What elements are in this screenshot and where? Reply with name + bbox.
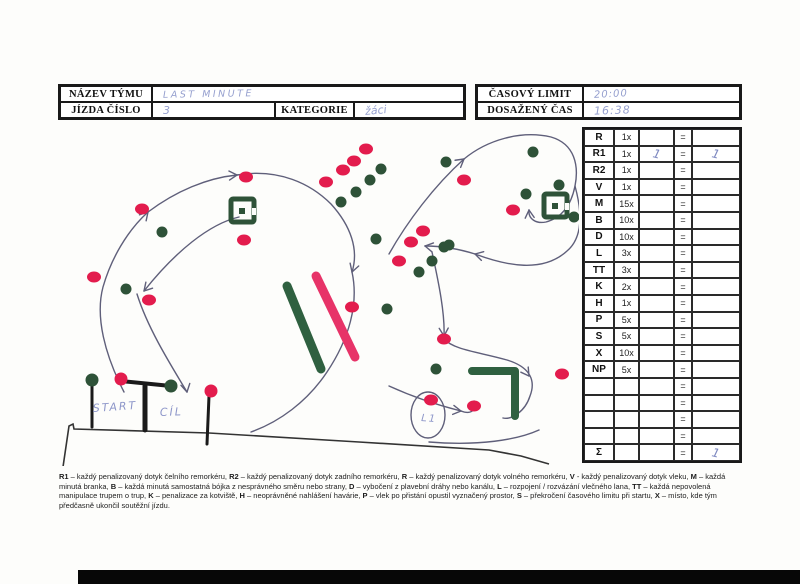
penalty-multiplier-cell: 2x <box>614 278 639 295</box>
team-name-handwritten: LAST MINUTE <box>162 87 255 101</box>
course-path <box>251 272 354 432</box>
penalty-tally-cell: 1 <box>639 146 674 163</box>
penalty-result-cell <box>692 162 740 179</box>
penalty-code-cell: R2 <box>584 162 614 179</box>
penalty-result-cell: 1 <box>692 146 740 163</box>
green-buoy-dot <box>439 242 450 253</box>
red-buoy-dot <box>87 272 101 283</box>
penalty-tally-cell <box>639 262 674 279</box>
penalty-multiplier-cell: 15x <box>614 195 639 212</box>
category-handwritten: žáci <box>364 102 388 118</box>
penalty-multiplier-cell: 5x <box>614 361 639 378</box>
green-post-dot <box>86 374 99 387</box>
red-buoy-dot <box>437 334 451 345</box>
team-name-label: NÁZEV TÝMU <box>60 86 152 102</box>
penalty-result-cell: 1 <box>692 444 740 461</box>
red-buoy-dot <box>135 204 149 215</box>
penalty-code-cell: R1 <box>584 146 614 163</box>
green-lane-mark <box>287 286 321 369</box>
penalty-code-cell: R <box>584 129 614 146</box>
course-path <box>389 159 464 254</box>
penalty-code-cell: Σ <box>584 444 614 461</box>
penalty-equals-cell: = <box>674 378 692 395</box>
penalty-tally-cell <box>639 312 674 329</box>
penalty-result-cell <box>692 378 740 395</box>
penalty-equals-cell: = <box>674 278 692 295</box>
course-arrowhead <box>425 246 432 252</box>
green-buoy-dot <box>554 180 565 191</box>
penalty-equals-cell: = <box>674 411 692 428</box>
green-buoy-dot <box>157 227 168 238</box>
penalty-equals-cell: = <box>674 328 692 345</box>
penalty-multiplier-cell: 1x <box>614 146 639 163</box>
green-buoy-dot <box>365 175 376 186</box>
penalty-code-cell: V <box>584 179 614 196</box>
penalty-multiplier-cell: 3x <box>614 262 639 279</box>
green-buoy-dot <box>431 364 442 375</box>
course-arrowhead <box>525 210 529 218</box>
red-buoy-dot <box>506 205 520 216</box>
penalty-tally-cell <box>639 428 674 445</box>
green-buoy-dot <box>414 267 425 278</box>
l1-label: L1 <box>420 413 438 426</box>
penalty-tally-cell <box>639 395 674 412</box>
penalty-multiplier-cell: 1x <box>614 295 639 312</box>
course-arrowhead <box>453 411 461 414</box>
team-name-value-cell <box>152 86 464 102</box>
green-buoy-dot <box>427 256 438 267</box>
penalty-equals-cell: = <box>674 195 692 212</box>
green-buoy-dot <box>569 212 580 223</box>
penalty-multiplier-cell <box>614 428 639 445</box>
penalty-equals-cell: = <box>674 295 692 312</box>
ride-number-value-cell <box>152 102 275 118</box>
penalty-multiplier-cell <box>614 411 639 428</box>
penalty-multiplier-cell: 10x <box>614 212 639 229</box>
cil-label: CÍL <box>159 405 184 419</box>
red-buoy-dot <box>392 256 406 267</box>
penalty-equals-cell: = <box>674 312 692 329</box>
penalty-result-cell <box>692 345 740 362</box>
red-buoy-dot <box>416 226 430 237</box>
penalty-code-cell: H <box>584 295 614 312</box>
penalty-tally-cell <box>639 229 674 246</box>
penalty-result-cell <box>692 179 740 196</box>
pink-lane-mark <box>316 276 355 357</box>
penalty-tally-cell <box>639 245 674 262</box>
penalty-multiplier-cell <box>614 395 639 412</box>
penalty-tally-cell <box>639 195 674 212</box>
penalty-equals-cell: = <box>674 428 692 445</box>
penalty-tally-cell <box>639 179 674 196</box>
penalty-equals-cell: = <box>674 361 692 378</box>
penalty-multiplier-cell: 5x <box>614 328 639 345</box>
penalty-code-cell <box>584 395 614 412</box>
penalty-result-cell <box>692 229 740 246</box>
penalty-multiplier-cell: 1x <box>614 179 639 196</box>
penalty-equals-cell: = <box>674 262 692 279</box>
penalty-multiplier-cell: 5x <box>614 312 639 329</box>
start-label: START <box>92 398 138 415</box>
course-arrowhead <box>350 263 352 272</box>
course-arrowhead <box>475 252 484 254</box>
penalty-tally-cell <box>639 278 674 295</box>
penalty-equals-cell: = <box>674 245 692 262</box>
course-arrowhead <box>187 383 190 392</box>
green-buoy-dot <box>528 147 539 158</box>
time-limit-value-cell <box>583 86 740 102</box>
red-buoy-dot <box>336 165 350 176</box>
penalty-result-cell <box>692 245 740 262</box>
penalty-multiplier-cell: 1x <box>614 129 639 146</box>
penalty-result-cell <box>692 312 740 329</box>
red-buoy-dot <box>237 235 251 246</box>
red-buoy-dot <box>142 295 156 306</box>
course-path <box>100 212 148 392</box>
penalty-result-cell <box>692 278 740 295</box>
penalty-result-cell <box>692 262 740 279</box>
penalty-tally-cell <box>639 328 674 345</box>
start-finish-bar <box>121 381 171 386</box>
gate-marker-center <box>552 203 558 209</box>
penalty-tally-cell <box>639 129 674 146</box>
course-arrowhead <box>229 171 237 175</box>
shoreline <box>63 424 549 466</box>
penalty-code-cell: TT <box>584 262 614 279</box>
penalty-code-cell: NP <box>584 361 614 378</box>
penalty-multiplier-cell <box>614 444 639 461</box>
time-limit-label: ČASOVÝ LIMIT <box>477 86 583 102</box>
red-post-dot <box>205 385 218 398</box>
start-finish-post <box>207 396 209 444</box>
green-buoy-dot <box>521 189 532 200</box>
penalty-code-cell <box>584 411 614 428</box>
penalty-equals-cell: = <box>674 444 692 461</box>
penalty-result-cell <box>692 428 740 445</box>
penalty-tally-cell <box>639 444 674 461</box>
penalty-code-cell <box>584 378 614 395</box>
penalty-multiplier-cell: 1x <box>614 162 639 179</box>
penalty-equals-cell: = <box>674 162 692 179</box>
red-buoy-dot <box>347 156 361 167</box>
penalty-tally-cell <box>639 295 674 312</box>
penalty-multiplier-cell: 10x <box>614 345 639 362</box>
penalty-multiplier-cell: 10x <box>614 229 639 246</box>
penalty-multiplier-cell: 3x <box>614 245 639 262</box>
penalty-code-cell: B <box>584 212 614 229</box>
green-buoy-dot <box>441 157 452 168</box>
ride-number-label: JÍZDA ČÍSLO <box>60 102 152 118</box>
course-path <box>137 294 187 392</box>
penalty-result-cell <box>692 395 740 412</box>
course-arrowhead <box>528 367 529 376</box>
green-buoy-dot <box>371 234 382 245</box>
penalty-table <box>582 127 742 463</box>
category-value-cell <box>354 102 464 118</box>
red-buoy-dot <box>345 302 359 313</box>
green-buoy-dot <box>382 304 393 315</box>
penalty-code-cell: M <box>584 195 614 212</box>
achieved-time-label: DOSAŽENÝ ČAS <box>477 102 583 118</box>
red-buoy-dot <box>555 369 569 380</box>
penalty-result-cell <box>692 129 740 146</box>
course-path <box>148 175 237 212</box>
penalty-code-cell: P <box>584 312 614 329</box>
ride-number-handwritten: 3 <box>163 103 170 117</box>
red-buoy-dot <box>319 177 333 188</box>
penalty-tally-cell <box>639 345 674 362</box>
penalty-tally-cell <box>639 162 674 179</box>
penalty-result-cell <box>692 328 740 345</box>
penalty-equals-cell: = <box>674 229 692 246</box>
gate-marker-center <box>239 208 245 214</box>
red-post-dot <box>115 373 128 386</box>
red-buoy-dot <box>457 175 471 186</box>
penalty-result-cell <box>692 295 740 312</box>
header-table-left <box>58 84 466 120</box>
green-buoy-dot <box>336 197 347 208</box>
penalty-result-cell <box>692 195 740 212</box>
category-label: KATEGORIE <box>275 102 354 118</box>
course-map-drawing <box>59 124 579 466</box>
achieved-time-handwritten: 16:38 <box>593 102 631 118</box>
green-buoy-dot <box>376 164 387 175</box>
penalty-equals-cell: = <box>674 129 692 146</box>
penalty-equals-cell: = <box>674 179 692 196</box>
green-post-dot <box>165 380 178 393</box>
penalty-tally-cell <box>639 411 674 428</box>
penalty-tally-cell <box>639 378 674 395</box>
achieved-time-value-cell <box>583 102 740 118</box>
penalty-code-cell <box>584 428 614 445</box>
red-buoy-dot <box>359 144 373 155</box>
penalty-code-cell: S <box>584 328 614 345</box>
penalty-equals-cell: = <box>674 212 692 229</box>
penalty-equals-cell: = <box>674 146 692 163</box>
course-path <box>429 430 539 443</box>
penalty-equals-cell: = <box>674 345 692 362</box>
penalty-result-cell <box>692 411 740 428</box>
penalty-code-cell: D <box>584 229 614 246</box>
red-buoy-dot <box>239 172 253 183</box>
penalty-code-cell: L <box>584 245 614 262</box>
penalty-multiplier-cell <box>614 378 639 395</box>
green-buoy-dot <box>121 284 132 295</box>
penalty-result-cell <box>692 212 740 229</box>
penalty-tally-cell <box>639 212 674 229</box>
red-buoy-dot <box>404 237 418 248</box>
penalty-code-cell: K <box>584 278 614 295</box>
scan-artifact-bar <box>78 570 800 584</box>
time-limit-handwritten: 20:00 <box>593 87 629 101</box>
green-buoy-dot <box>351 187 362 198</box>
penalty-legend-text: R1 – každý penalizovaný dotyk čelního remorkéru, R2 – každý penalizovaný dotyk zadního remorkéru, R – každý penalizovaný dotyk volného remorkéru, V - každý penalizovaný dotyk vleku, M – každá minutá branka, B – každá minutá samostatná bójka z nesprávného směru nebo strany, D – vybočení z plavební dráhy nebo kanálu, L – rozpojení / rozvázání vlečného lana, TT – každá nepovolená manipulace trupem o trup, K – penalizace za kotviště, H – neoprávněné nahlášení havárie, P – vlek po přistání opustil vyznačený prostor, S – překročení časového limitu při startu, X – místo, kde tým předčasně ukončil soutěžní jízdu. <box>59 472 726 511</box>
penalty-result-cell <box>692 361 740 378</box>
penalty-equals-cell: = <box>674 395 692 412</box>
course-path <box>464 135 576 223</box>
penalty-code-cell: X <box>584 345 614 362</box>
penalty-tally-cell <box>639 361 674 378</box>
red-buoy-dot <box>424 395 438 406</box>
header-table-right <box>475 84 742 120</box>
red-buoy-dot <box>467 401 481 412</box>
